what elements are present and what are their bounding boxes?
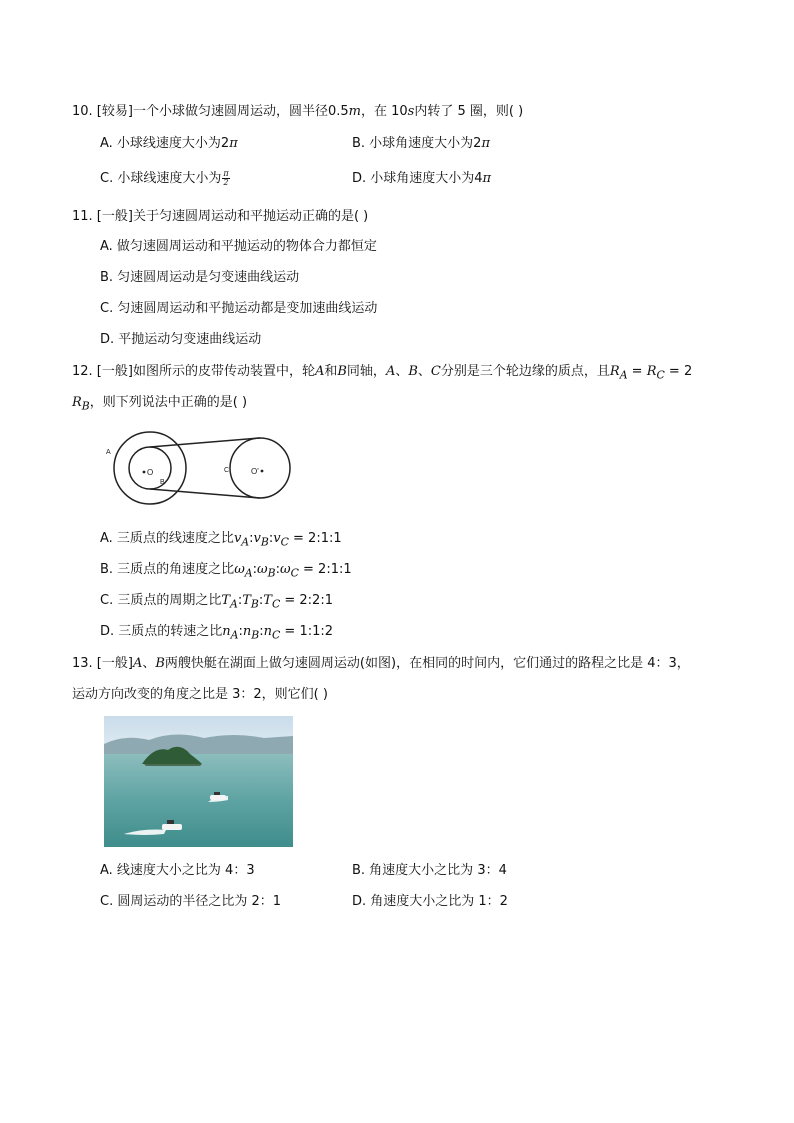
q12-stem-line1: 12. [一般]如图所示的皮带传动装置中，轮A和B同轴，A、B、C分别是三个轮边缘的质点，且$R_A = R_C = 2$	[72, 364, 693, 382]
q13-stem-line1: 13. [一般]A、B两艘快艇在湖面上做匀速圆周运动(如图)，在相同的时间内，它们通过的路程之比是 4：3，	[72, 656, 690, 671]
q12-stem-line2: $R_B$，则下列说法中正确的是( )	[72, 395, 248, 413]
q10-stem: 10. [较易]一个小球做匀速圆周运动，圆半径0.5m，在 10s内转了 5 圈，则( )	[72, 104, 524, 119]
q11-option-c: C. 匀速圆周运动和平抛运动都是变加速曲线运动	[100, 301, 378, 316]
q12-option-d: D. 三质点的转速之比$n_A:n_B:n_C$ = 1:1:2	[100, 624, 334, 642]
q12-option-a: A. 三质点的线速度之比$v_A:v_B:v_C$ = 2:1:1	[100, 531, 342, 549]
label-a: A	[106, 449, 111, 456]
wheel-c	[230, 438, 290, 498]
q11-option-d: D. 平抛运动匀变速曲线运动	[100, 332, 262, 347]
label-b: B	[160, 479, 165, 486]
q12-option-c: C. 三质点的周期之比$T_A:T_B:T_C$ = 2:2:1	[100, 593, 333, 611]
speedboat-1	[210, 795, 226, 800]
axle-o2-dot	[261, 470, 264, 473]
q12-option-b: B. 三质点的角速度之比$\omega_A:\omega_B:\omega_C$ = 2:1:1	[100, 562, 352, 580]
axle-o-dot	[143, 471, 146, 474]
label-c: C	[224, 467, 230, 474]
pi-over-two-fraction: $\frac{\pi}{2}$	[223, 169, 229, 187]
q11-option-a: A. 做匀速圆周运动和平抛运动的物体合力都恒定	[100, 239, 377, 254]
q10-option-c: C. 小球线速度大小为 $\frac{\pi}{2}$	[100, 169, 229, 187]
q10-option-d: D. 小球角速度大小为4π	[352, 171, 492, 186]
q10-option-b: B. 小球角速度大小为2π	[352, 136, 491, 151]
q13-option-b: B. 角速度大小之比为 3：4	[352, 863, 507, 878]
q13-option-c: C. 圆周运动的半径之比为 2：1	[100, 894, 282, 909]
label-o: O	[147, 468, 154, 477]
q13-option-a: A. 线速度大小之比为 4：3	[100, 863, 255, 878]
speedboat-2	[162, 824, 182, 830]
belt-pulley-diagram	[104, 428, 300, 512]
q13-option-d: D. 角速度大小之比为 1：2	[352, 894, 508, 909]
label-o-prime: O'	[251, 467, 259, 476]
q10-option-a: A. 小球线速度大小为2π	[100, 136, 238, 151]
q11-option-b: B. 匀速圆周运动是匀变速曲线运动	[100, 270, 300, 285]
speedboats-lake-photo	[104, 716, 293, 847]
q11-stem: 11. [一般]关于匀速圆周运动和平抛运动正确的是( )	[72, 209, 369, 224]
q13-stem-line2: 运动方向改变的角度之比是 3：2，则它们( )	[72, 687, 328, 702]
